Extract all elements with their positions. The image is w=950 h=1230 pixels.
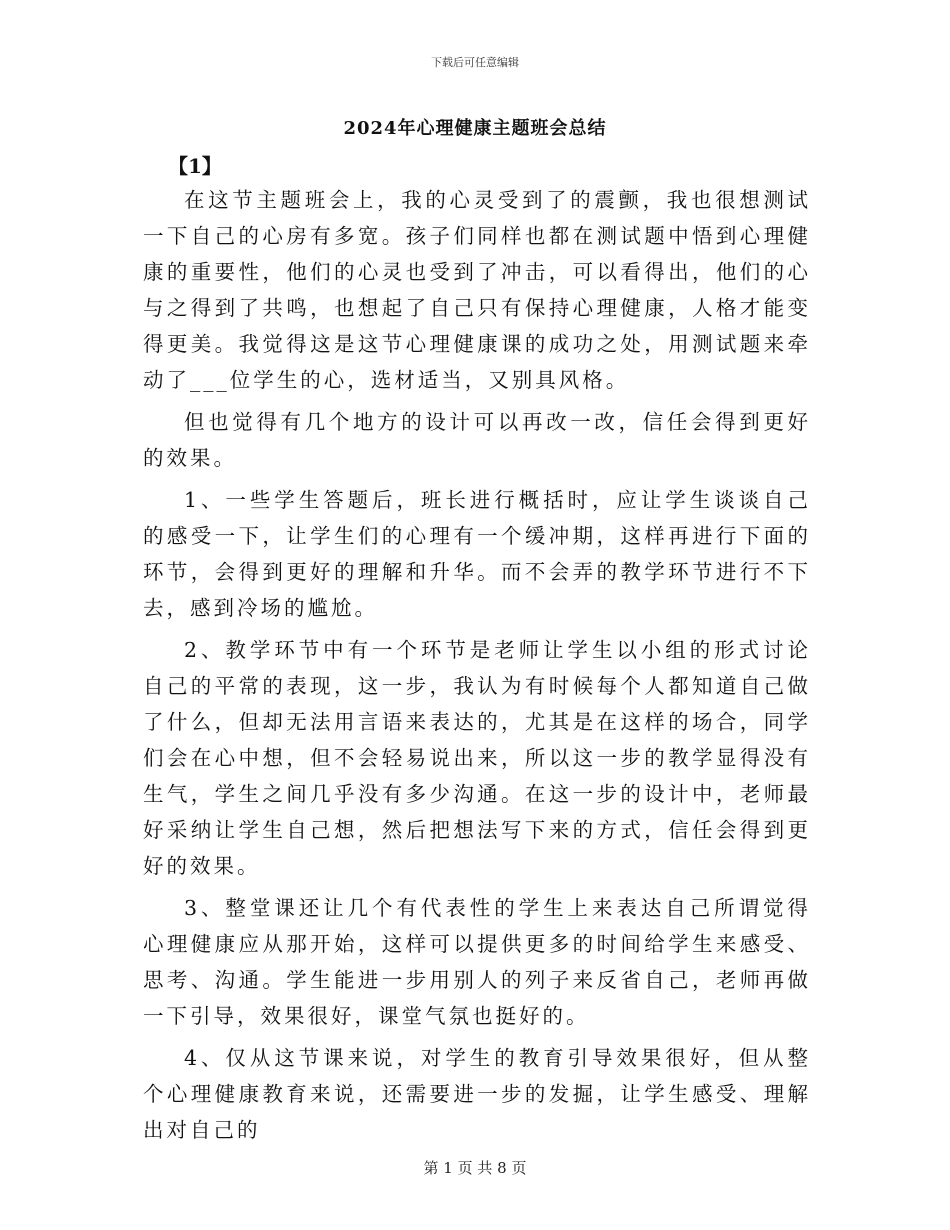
paragraph-point-3: 3、整堂课还让几个有代表性的学生上来表达自己所谓觉得心理健康应从那开始，这样可以提供更多的时间给学生来感受、思考、沟通。学生能进一步用别人的列子来反省自己，老师再做一下引导，效果很好，课堂气氛也挺好的。 xyxy=(143,896,811,1028)
paragraph-point-1: 1、一些学生答题后，班长进行概括时，应让学生谈谈自己的感受一下，让学生们的心理有一个缓冲期，这样再进行下面的环节，会得到更好的理解和升华。而不会弄的教学环节进行不下去，感到冷场的尴尬。 xyxy=(143,488,811,620)
section-marker: 【1】 xyxy=(168,154,222,178)
paragraph-intro: 在这节主题班会上，我的心灵受到了的震颤，我也很想测试一下自己的心房有多宽。孩子们同样也都在测试题中悟到心理健康的重要性，他们的心灵也受到了冲击，可以看得出，他们的心与之得到了共鸣，也想起了自己只有保持心理健康，人格才能变得更美。我觉得这是这节心理健康课的成功之处，用测试题来牵动了___位学生的心，选材适当，又别具风格。 xyxy=(143,188,811,392)
paragraph-point-2: 2、教学环节中有一个环节是老师让学生以小组的形式讨论自己的平常的表现，这一步，我认为有时候每个人都知道自己做了什么，但却无法用言语来表达的，尤其是在这样的场合，同学们会在心中想，但不会轻易说出来，所以这一步的教学显得没有生气，学生之间几乎没有多少沟通。在这一步的设计中，老师最好采纳让学生自己想，然后把想法写下来的方式，信任会得到更好的效果。 xyxy=(143,638,811,878)
document-title: 2024年心理健康主题班会总结 xyxy=(343,118,607,139)
header-note: 下载后可任意编辑 xyxy=(431,56,519,69)
document-body xyxy=(143,182,811,1148)
paragraph-point-4: 4、仅从这节课来说，对学生的教育引导效果很好，但从整个心理健康教育来说，还需要进一步的发掘，让学生感受、理解出对自己的 xyxy=(143,1046,811,1142)
page-number: 第 1 页 共 8 页 xyxy=(423,1159,527,1177)
paragraph-improvement: 但也觉得有几个地方的设计可以再改一改，信任会得到更好的效果。 xyxy=(143,410,811,470)
